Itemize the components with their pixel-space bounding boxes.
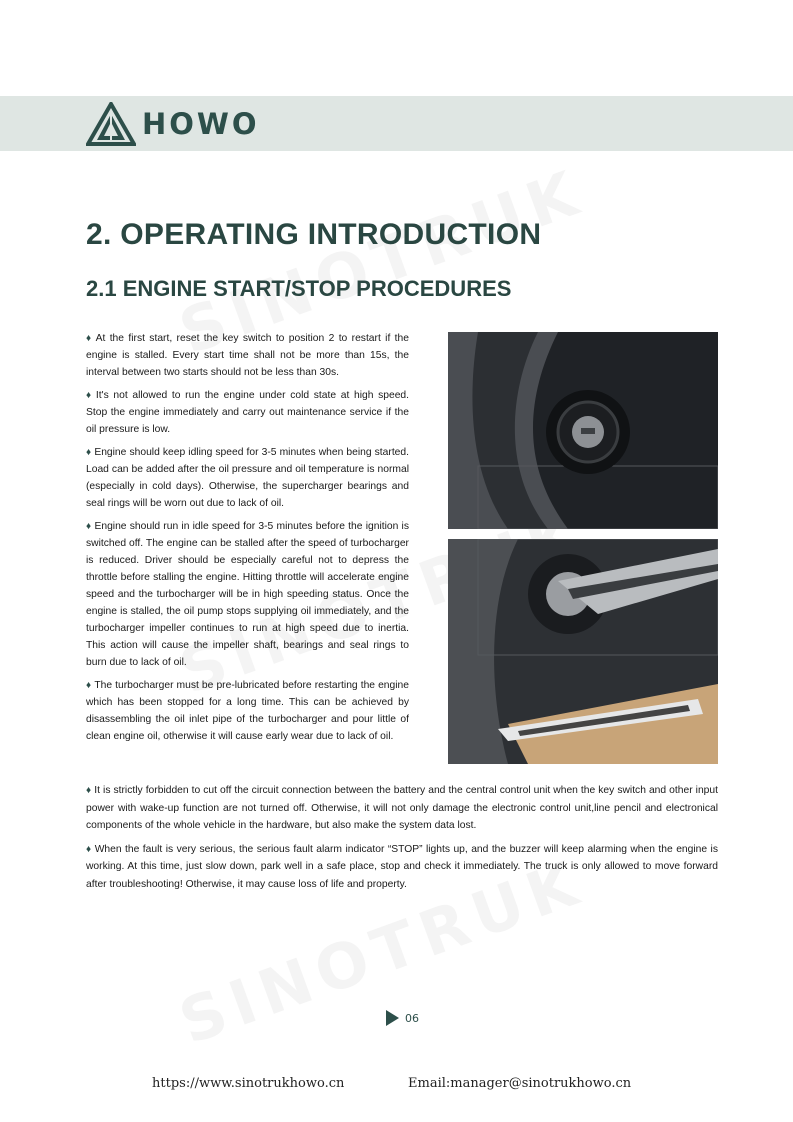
- section-title: 2.1 ENGINE START/STOP PROCEDURES: [86, 276, 512, 301]
- bullet-diamond-icon: ♦: [86, 521, 92, 532]
- paragraph: ♦ It is strictly forbidden to cut off the circuit connection between the battery and the central control unit when the key switch and other input power with wake-up function are not turned off. Otherwise, it will not only damage the electronic control unit,line pencil and electronical components of the whole vehicle in the hardware, but also make the system data lost.: [86, 785, 718, 831]
- howo-emblem-icon: [86, 102, 136, 146]
- bullet-diamond-icon: ♦: [86, 680, 92, 691]
- paragraph: ♦ It's not allowed to run the engine under cold state at high speed. Stop the engine immediately and carry out maintenance service if the oil pressure is low.: [86, 390, 410, 435]
- page-title: 2. OPERATING INTRODUCTION: [86, 218, 542, 251]
- paragraph: ♦ The turbocharger must be pre-lubricated before restarting the engine which has been stopped for a long time. This can be achieved by disassembling the oil inlet pipe of the turbocharger and pour little of clean engine oil, otherwise it will cause early wear due to lack of oil.: [86, 680, 409, 742]
- left-column-text: [86, 330, 409, 751]
- bullet-diamond-icon: ♦: [86, 843, 92, 855]
- ignition-switch-photo: [448, 332, 718, 529]
- bullet-diamond-icon: ♦: [86, 447, 92, 458]
- footer-website: https://www.sinotrukhowo.cn: [152, 1076, 345, 1091]
- key-in-ignition-photo: [448, 539, 718, 764]
- logo-text: HOWO: [142, 106, 260, 141]
- triangle-marker-icon: [386, 1010, 399, 1026]
- bullet-diamond-icon: ♦: [86, 785, 92, 796]
- bullet-diamond-icon: ♦: [86, 333, 93, 344]
- howo-logo: [86, 101, 260, 146]
- footer-email: Email:manager@sinotrukhowo.cn: [408, 1076, 632, 1091]
- bullet-diamond-icon: ♦: [86, 390, 93, 401]
- page-number: [386, 1010, 419, 1026]
- paragraph: ♦ When the fault is very serious, the serious fault alarm indicator “STOP” lights up, and the buzzer will keep alarming when the engine is working. At this time, just slow down, park well in a safe place, stop and check it immediately. The truck is only allowed to move forward after troubleshooting! Otherwise, it may cause loss of life and property.: [86, 843, 718, 890]
- paragraph: ♦ Engine should keep idling speed for 3-5 minutes when being started. Load can be added after the oil pressure and oil temperature is normal (especially in cold days). Otherwise, the supercharger bearings and seal rings will be worn out due to lack of oil.: [86, 447, 410, 509]
- paragraph: ♦ At the first start, reset the key switch to position 2 to restart if the engine is stalled. Every start time shall not be more than 15s, the interval between two starts should not be less than 30s.: [86, 333, 409, 378]
- paragraph: ♦ Engine should run in idle speed for 3-5 minutes before the ignition is switched off. The engine can be stalled after the speed of turbocharger is reduced. Driver should be especially careful not to depress the throttle before stalling the engine. Hitting throttle will accelerate engine speed and the turbocharger will be in high speeding status. Once the engine is stalled, the oil pump stops supplying oil immediately, and the turbocharger impeller continues to run at high speed due to inertia. This action will cause the impeller shaft, bearings and seal rings to burn due to lack of oil.: [86, 521, 409, 668]
- full-width-text: [86, 782, 718, 899]
- page-number-label: 06: [405, 1011, 419, 1025]
